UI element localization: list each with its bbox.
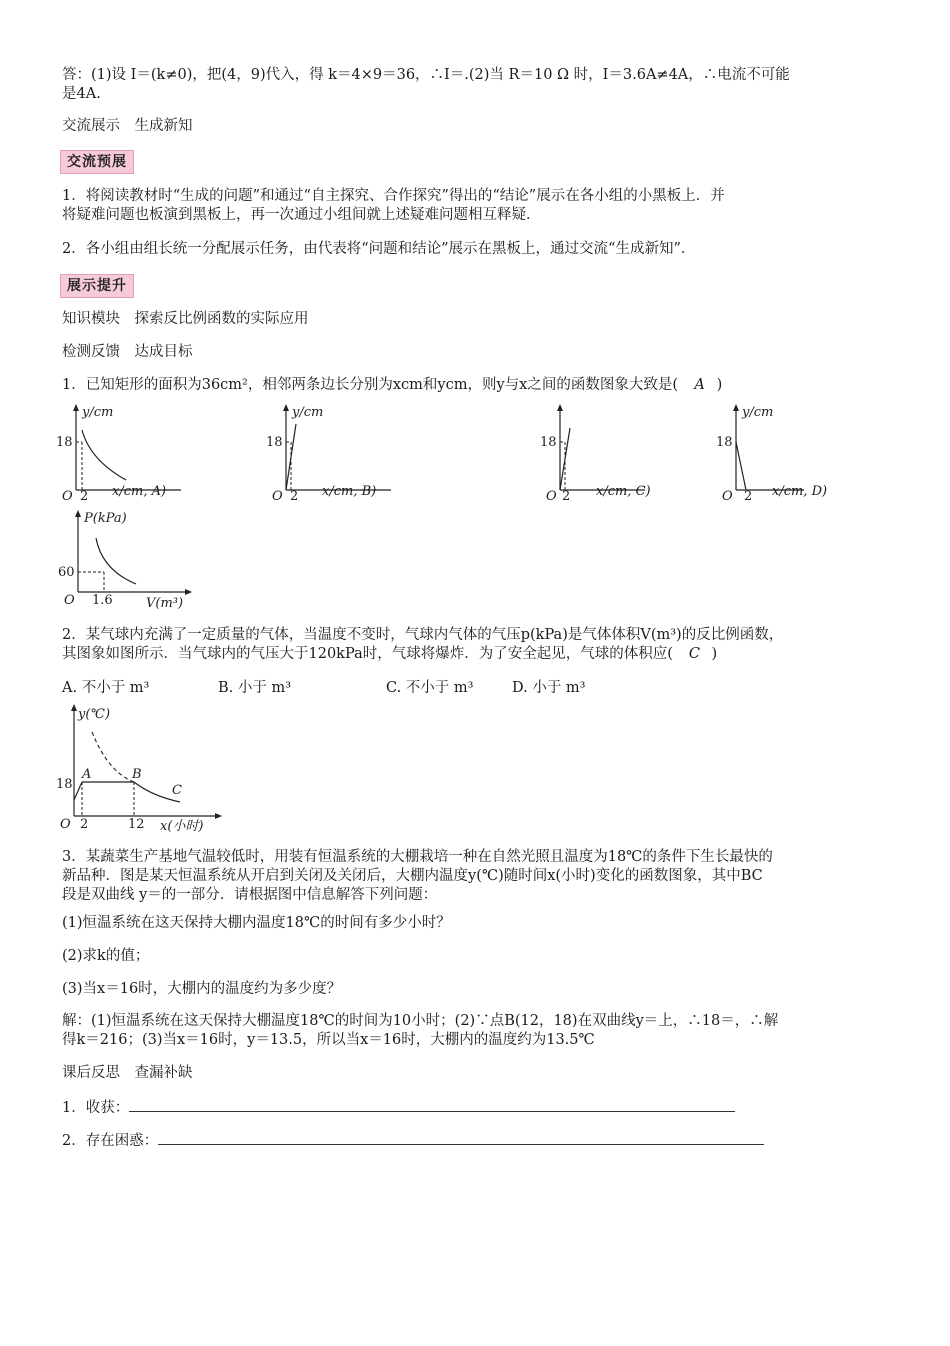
q1-graph-c-xlabel: x/cm, C) [596,484,651,499]
exchange-item2: 2．各小组由组长统一分配展示任务，由代表将“问题和结论”展示在黑板上，通过交流“生成新知”． [62,241,696,257]
q2-line2-wrap [62,645,892,664]
reflection-item2-label: 2．存在困惑： [62,1133,159,1149]
q1-graph-b-xlabel: x/cm, B) [322,484,377,499]
q3-graph-point-b: B [132,767,142,782]
q3-graph-xtick2: 12 [128,817,145,832]
q3-graph-origin: O [60,817,71,832]
q1-graph-d-xlabel: x/cm, D) [772,484,828,499]
q3-graph-ytick: 18 [56,777,73,792]
exchange-item1-line2: 将疑难问题也板演到黑板上，再一次通过小组间就上述疑难问题相互释疑． [62,207,541,223]
q2-line2: 其图象如图所示．当气球内的气压大于120kPa时，气球将爆炸．为了安全起见，气球的体积应( [62,646,673,662]
q2-line1: 2．某气球内充满了一定质量的气体，当温度不变时，气球内气体的气压p(kPa)是气体体积V(m³)的反比例函数， [62,627,784,643]
q1-graph-c-origin: O [546,489,557,502]
section-heading-exchange: 交流展示 生成新知 [62,118,193,134]
q3-sub2: (2)求k的值； [62,948,150,964]
q3-graph-point-c: C [172,783,182,798]
q1-graph-b-ytick: 18 [266,435,283,450]
q2-graph-xtick: 1.6 [92,593,113,608]
q3-solution-line2: 得k＝216；(3)当x＝16时，y＝13.5，所以当x＝16时，大棚内的温度约为13.5℃ [62,1032,595,1048]
intro-answer-line1: 答：(1)设 I＝(k≠0)，把(4，9)代入，得 k＝4×9＝36，∴I＝.(2)当 R＝10 Ω 时，I＝3.6A≠4A，∴电流不可能 [62,67,790,83]
reflection-item1-label: 1．收获： [62,1100,130,1116]
q2-option-b: B. 小于 m³ [218,680,292,696]
q3-graph-xtick1: 2 [80,817,89,832]
q1-text [62,376,892,395]
q1-answer: A [694,377,705,393]
q1-graph-d-ylabel: y/cm [742,405,774,420]
q2-graph-ytick: 60 [58,565,75,580]
knowledge-module: 知识模块 探索反比例函数的实际应用 [62,311,309,327]
q1-graph-a-ytick: 18 [56,435,73,450]
q2-option-a: A. 不小于 m³ [62,680,150,696]
q3-graph-point-a: A [82,767,92,782]
q2-option-d: D. 小于 m³ [512,680,586,696]
q1-graph-b-xtick: 2 [290,489,299,502]
q2-answer: C [688,646,701,662]
section-tag-show: 展示提升 [60,274,134,298]
q2-option-c: C. 不小于 m³ [386,680,474,696]
reflection-heading: 课后反思 查漏补缺 [62,1065,193,1081]
q1-graph-a-origin: O [62,489,73,502]
q2-graph-ylabel: P(kPa) [84,511,127,526]
q2-close: ) [711,646,718,662]
q1-question: 1．已知矩形的面积为36cm²，相邻两条边长分别为xcm和ycm，则y与x之间的函数图象大致是( [62,377,678,393]
q1-graph-a-xtick: 2 [80,489,89,502]
section-tag-exchange: 交流预展 [60,150,134,174]
q2-graph-xlabel: V(m³) [146,596,184,611]
q3-graph-xlabel: x(小时) [160,819,204,834]
intro-answer-line2: 是4A. [62,86,101,102]
q3-solution-line1: 解：(1)恒温系统在这天保持大棚温度18℃的时间为10小时；(2)∵点B(12，18)在双曲线y＝上，∴18＝，∴解 [62,1013,779,1029]
q1-graph-d-xtick: 2 [744,489,753,502]
q1-graph-c-ytick: 18 [540,435,557,450]
q1-graph-b-ylabel: y/cm [292,405,324,420]
reflection-gain-input[interactable] [129,1097,735,1112]
q3-graph [56,702,226,834]
q1-graph-c-xtick: 2 [562,489,571,502]
q3-line1: 3．某蔬菜生产基地气温较低时，用装有恒温系统的大棚栽培一种在自然光照且温度为18℃的条件下生长最快的 [62,849,773,865]
q3-graph-ylabel: y(℃) [78,707,111,722]
q3-sub1: (1)恒温系统在这天保持大棚内温度18℃的时间有多少小时？ [62,915,451,931]
q1-graph-d-ytick: 18 [716,435,733,450]
q2-graph [56,508,196,612]
reflection-confusion-input[interactable] [158,1130,764,1145]
q3-line2: 新品种．图是某天恒温系统从开启到关闭及关闭后，大棚内温度y(℃)随时间x(小时)变化的函数图象，其中BC [62,868,763,884]
exchange-item1-line1: 1．将阅读教材时“生成的问题”和通过“自主探究、合作探究”得出的“结论”展示在各小组的小黑板上．并 [62,188,725,204]
q3-line3: 段是双曲线 y＝的一部分．请根据图中信息解答下列问题： [62,887,438,903]
q1-graph-a-ylabel: y/cm [82,405,114,420]
q1-graph-b-origin: O [272,489,283,502]
q2-graph-origin: O [64,593,75,608]
q3-sub3: (3)当x＝16时，大棚内的温度约为多少度？ [62,981,342,997]
q1-close: ) [716,377,723,393]
reflection-item1 [62,1097,735,1118]
q1-graph-d-origin: O [722,489,733,502]
reflection-item2 [62,1130,764,1151]
feedback-heading: 检测反馈 达成目标 [62,344,193,360]
q1-graph-a-xlabel: x/cm, A) [112,484,167,499]
